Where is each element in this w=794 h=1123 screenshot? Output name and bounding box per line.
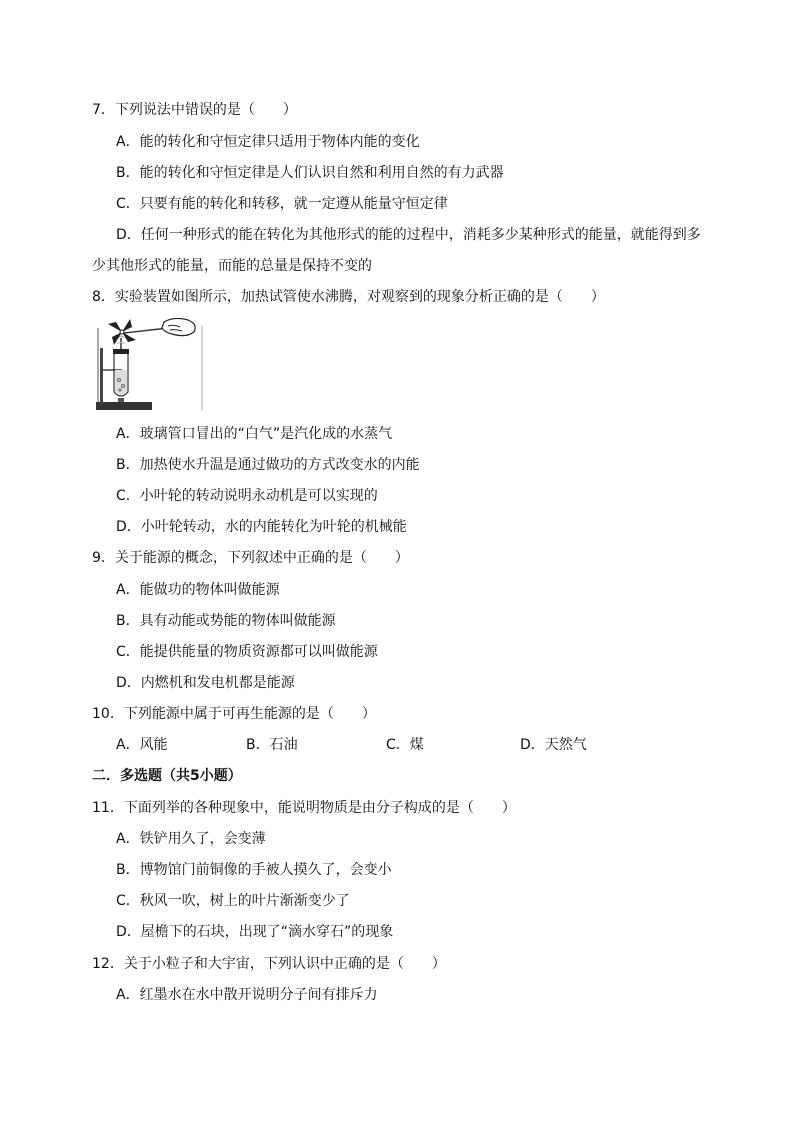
q7-stem: 7．下列说法中错误的是（ ） (92, 102, 297, 118)
q11-option-c: C．秋风一吹，树上的叶片渐渐变少了 (116, 893, 350, 909)
q7-option-c: C．只要有能的转化和转移，就一定遵从能量守恒定律 (116, 196, 448, 212)
q9-option-d: D．内燃机和发电机都是能源 (116, 675, 295, 691)
q8-stem: 8．实验装置如图所示，加热试管使水沸腾，对观察到的现象分析正确的是（ ） (92, 289, 605, 305)
q8-option-b: B．加热使水升温是通过做功的方式改变水的内能 (116, 457, 420, 473)
q9-stem: 9．关于能源的概念，下列叙述中正确的是（ ） (92, 550, 409, 566)
q8-option-a: A．玻璃管口冒出的“白气”是汽化成的水蒸气 (116, 426, 393, 442)
q10-options-row (116, 736, 676, 754)
q12-option-a: A．红墨水在水中散开说明分子间有排斥力 (116, 987, 378, 1003)
q7-option-d: D．任何一种形式的能在转化为其他形式的能的过程中，消耗多少某种形式的能量，就能得到多 (116, 227, 701, 243)
q11-stem: 11．下面列举的各种现象中，能说明物质是由分子构成的是（ ） (92, 800, 516, 816)
q8-option-c: C．小叶轮的转动说明永动机是可以实现的 (116, 488, 378, 504)
section-heading-multiple-choice: 二．多选题（共5小题） (92, 768, 242, 784)
q10-option-b: B．石油 (246, 737, 298, 753)
q7-option-d-continued: 少其他形式的能量，而能的总量是保持不变的 (92, 258, 372, 274)
q10-option-c: C．煤 (386, 737, 424, 753)
q10-option-d: D．天然气 (520, 737, 587, 753)
q7-option-a: A．能的转化和守恒定律只适用于物体内能的变化 (116, 134, 420, 150)
q9-option-a: A．能做功的物体叫做能源 (116, 582, 280, 598)
q11-option-a: A．铁铲用久了，会变薄 (116, 831, 266, 847)
q10-option-a: A．风能 (116, 737, 168, 753)
q9-option-c: C．能提供能量的物质资源都可以叫做能源 (116, 644, 378, 660)
q11-option-b: B．博物馆门前铜像的手被人摸久了，会变小 (116, 862, 392, 878)
pinwheel-test-tube-figure (94, 318, 206, 414)
q7-option-b: B．能的转化和守恒定律是人们认识自然和利用自然的有力武器 (116, 165, 504, 181)
q8-option-d: D．小叶轮转动，水的内能转化为叶轮的机械能 (116, 519, 407, 535)
q10-stem: 10．下列能源中属于可再生能源的是（ ） (92, 706, 376, 722)
q11-option-d: D．屋檐下的石块，出现了“滴水穿石”的现象 (116, 924, 394, 940)
q9-option-b: B．具有动能或势能的物体叫做能源 (116, 613, 336, 629)
q12-stem: 12．关于小粒子和大宇宙，下列认识中正确的是（ ） (92, 956, 446, 972)
